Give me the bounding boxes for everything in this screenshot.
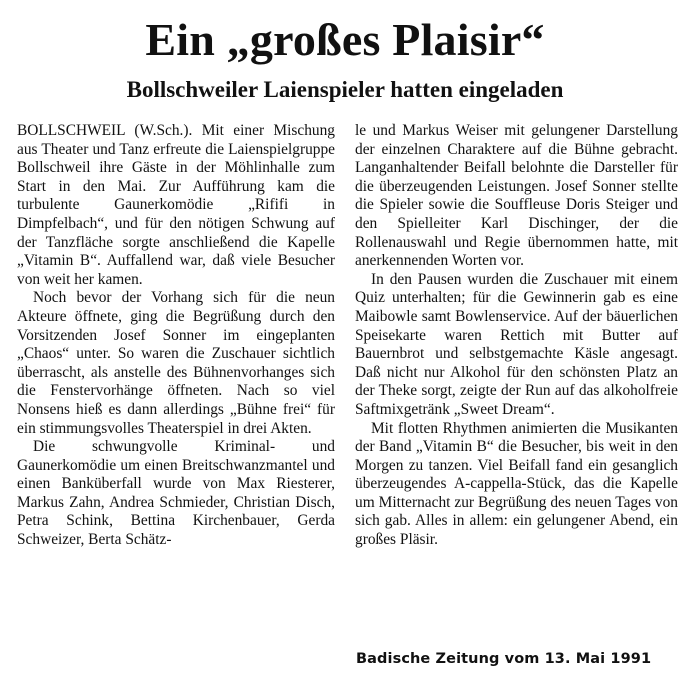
article-subheadline: Bollschweiler Laienspieler hatten eingeladen <box>126 77 564 102</box>
source-caption: Badische Zeitung vom 13. Mai 1991 <box>356 651 652 667</box>
paragraph-2: Noch bevor der Vorhang sich für die neun Akteure öffnete, ging die Begrüßung durch den Vorsitzenden Josef Sonner im eingeplanten „Chaos“ unter. So waren die Zuschauer sichtlich überrascht, als anstelle des Bühnenvorhanges sich die Fenstervorhänge öffneten. Nach so viel Nonsens hieß es dann allerdings „Bühne frei“ für ein stimmungsvolles Theaterspiel in drei Akten. <box>17 289 335 437</box>
paragraph-1: BOLLSCHWEIL (W.Sch.). Mit einer Mischung aus Theater und Tanz erfreute die Laienspielgruppe Bollschweil ihre Gäste in der Möhlinhalle zum Start in den Mai. Zur Aufführung kam die turbulente Gaunerkomödie „Rififi in Dimpfelbach“, und für den nötigen Schwung auf der Tanzfläche sorgte anschließend die Kapelle „Vitamin B“. Auffallend war, daß viele Besucher von weit her kamen. <box>17 122 335 288</box>
article-headline: Ein „großes Plaisir“ <box>145 14 545 65</box>
article-column-right <box>355 122 678 550</box>
paragraph-6: Mit flotten Rhythmen animierten die Musikanten der Band „Vitamin B“ die Besucher, bis weit in den Morgen zu tanzen. Viel Beifall fand ein gesanglich überzeugendes A-cappella-Stück, das die Kapelle um Mitternacht zur Begrüßung des neuen Tages von sich gab. Alles in allem: ein gelungener Abend, ein großes Pläsir. <box>355 419 678 549</box>
paragraph-5: In den Pausen wurden die Zuschauer mit einem Quiz unterhalten; für die Gewinnerin gab es eine Maibowle samt Bowlenservice. Auf der bäuerlichen Speisekarte waren Rettich mit Butter auf Bauernbrot und selbstgemachte Käsle angesagt. Daß nicht nur Alkohol für den schönsten Platz an der Theke sorgt, zeigte der Run auf das alkoholfreie Saftmixgetränk „Sweet Dream“. <box>355 270 678 418</box>
paragraph-4: le und Markus Weiser mit gelungener Darstellung der einzelnen Charaktere auf die Bühne gebracht. Langanhaltender Beifall belohnte die Darsteller für die überzeugenden Leistungen. Josef Sonner stellte die Spieler sowie die Souffleuse Doris Steiger und den Spielleiter Karl Dischinger, der die Rollenauswahl und Regie übernommen hatte, mit anerkennenden Worten vor. <box>355 122 678 270</box>
paragraph-3: Die schwungvolle Kriminal- und Gaunerkomödie um einen Breitschwanzmantel und einen Banküberfall wurde von Max Riesterer, Markus Zahn, Andrea Schmieder, Christian Disch, Petra Schink, Bettina Kirchenbauer, Gerda Schweizer, Berta Schätz- <box>17 438 335 549</box>
article-column-left <box>17 122 335 550</box>
